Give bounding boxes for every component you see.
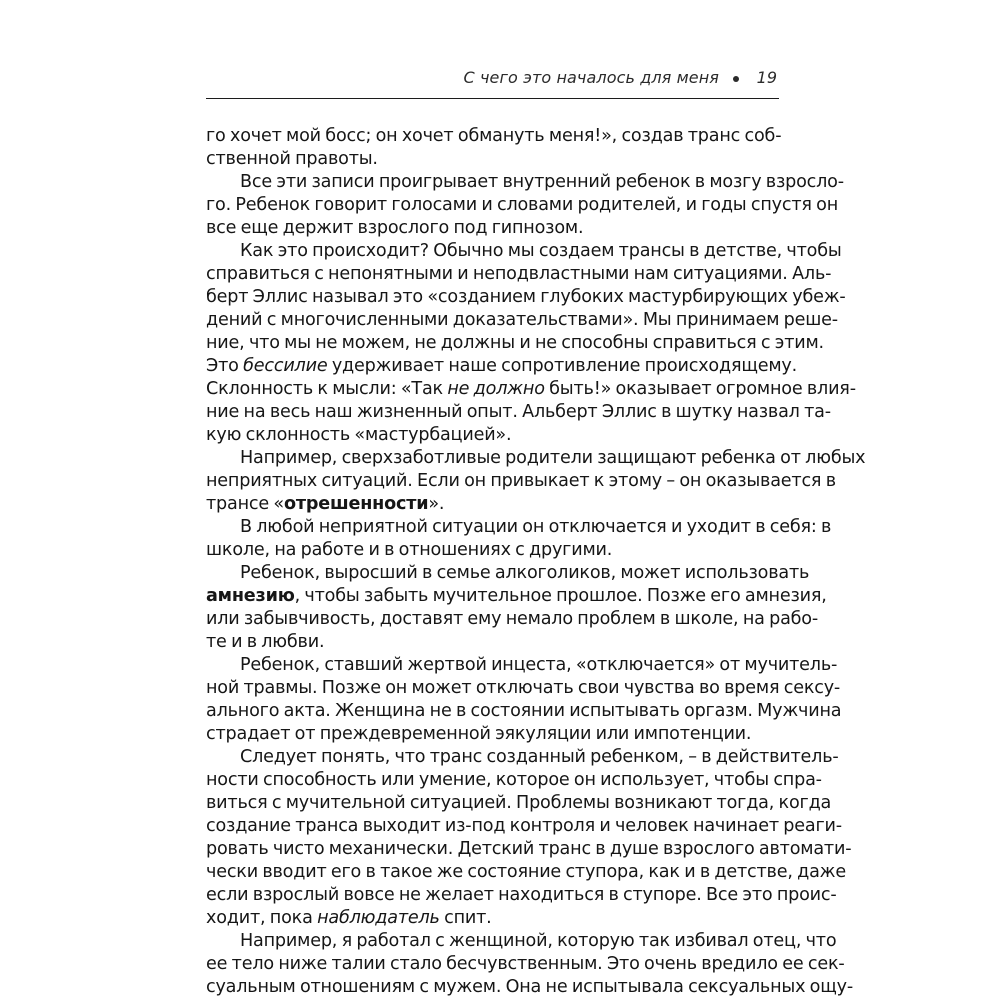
text-line (206, 217, 779, 240)
text-line (206, 953, 845, 976)
line-text: Ребенок, выросший в семье алкоголиков, может использовать (240, 563, 810, 583)
header-rule (206, 98, 779, 99)
line-text: ности способность или умение, которое он использует, чтобы спра- (206, 770, 822, 790)
line-text: справиться с непонятными и неподвластными нам ситуациями. Аль- (206, 264, 832, 284)
line-text: школе, на работе и в отношениях с другими. (206, 540, 613, 560)
line-text: страдает от преждевременной эякуляции или импотенции. (206, 724, 752, 744)
text-line (206, 585, 827, 608)
line-text: ственной правоты. (206, 149, 378, 169)
text-line (206, 631, 779, 654)
italic-text: не должно (447, 379, 545, 399)
line-text: те и в любви. (206, 632, 325, 652)
line-text: Например, я работал с женщиной, которую так избивал отец, что (240, 931, 837, 951)
line-text: или забывчивость, доставят ему немало проблем в школе, на рабо- (206, 609, 819, 629)
text-line (206, 493, 779, 516)
bold-text: отрешенности (283, 494, 429, 514)
text-line (206, 332, 824, 355)
text-line (206, 815, 842, 838)
text-line (206, 700, 842, 723)
line-text: В любой неприятной ситуации он отключается и уходит в себя: в (240, 517, 832, 537)
line-text: , чтобы забыть мучительное прошлое. Позже его амнезия, (294, 586, 827, 606)
text-line (206, 677, 841, 700)
text-line (206, 286, 846, 309)
paragraph (206, 447, 866, 516)
line-text: Все эти записи проигрывает внутренний ребенок в мозгу взросло- (240, 172, 844, 192)
page-number: 19 (756, 68, 777, 87)
line-text: кую склонность «мастурбацией». (206, 425, 512, 445)
line-text: Следует понять, что транс созданный ребенком, – в действитель- (240, 747, 839, 767)
line-text: если взрослый вовсе не желает находиться в ступоре. Все это проис- (206, 885, 837, 905)
text-line (206, 861, 846, 884)
line-text: ». (428, 494, 445, 514)
line-text: берт Эллис называл это «созданием глубоких мастурбирующих убеж- (206, 287, 846, 307)
line-text: го. Ребенок говорит голосами и словами родителей, и годы спустя он (206, 195, 839, 215)
text-line (206, 171, 844, 194)
text-line (206, 378, 856, 401)
line-text: ние на весь наш жизненный опыт. Альберт Эллис в шутку назвал та- (206, 402, 831, 422)
line-text: ной травмы. Позже он может отключать свои чувства во время сексу- (206, 678, 841, 698)
line-text: Ребенок, ставший жертвой инцеста, «отключается» от мучитель- (240, 655, 838, 675)
paragraph (206, 746, 852, 930)
italic-text: бессилие (243, 356, 328, 376)
text-line (206, 470, 836, 493)
line-text: быть!» оказывает огромное влия- (544, 379, 856, 399)
text-line (206, 263, 832, 286)
text-line (206, 654, 838, 677)
line-text: Например, сверхзаботливые родители защищают ребенка от любых (240, 448, 866, 468)
line-text: ального акта. Женщина не в состоянии испытывать оргазм. Мужчина (206, 701, 842, 721)
running-title: С чего это началось для меня (463, 68, 719, 87)
paragraph (206, 930, 853, 999)
line-text: Склонность к мысли: «Так (206, 379, 448, 399)
text-line (206, 309, 838, 332)
line-text: ние, что мы не можем, не должны и не способны справиться с этим. (206, 333, 824, 353)
line-text: удерживает наше сопротивление происходящему. (327, 356, 798, 376)
paragraph (206, 654, 842, 746)
text-line (206, 539, 779, 562)
line-text: ровать чисто механически. Детский транс в душе взрослого автомати- (206, 839, 852, 859)
text-line (206, 608, 819, 631)
line-text: ходит, пока (206, 908, 318, 928)
running-header (206, 62, 779, 92)
line-text: неприятных ситуаций. Если он привыкает к этому – он оказывается в (206, 471, 836, 491)
text-line (206, 194, 839, 217)
line-text: ее тело ниже талии стало бесчувственным. Это очень вредило ее сек- (206, 954, 845, 974)
line-text: суальным отношениям с мужем. Она не испытывала сексуальных ощу- (206, 977, 853, 997)
line-text: чески вводит его в такое же состояние ступора, как и в детстве, даже (206, 862, 846, 882)
text-line (206, 838, 852, 861)
paragraph (206, 240, 856, 447)
text-line (206, 723, 779, 746)
text-line (206, 355, 798, 378)
line-text: создание транса выходит из-под контроля и человек начинает реаги- (206, 816, 842, 836)
text-line (206, 148, 779, 171)
text-line (206, 401, 831, 424)
text-line (206, 930, 837, 953)
text-line (206, 769, 822, 792)
text-line (206, 562, 810, 585)
text-line (206, 516, 832, 539)
text-line (206, 240, 842, 263)
paragraph (206, 125, 782, 171)
bullet-icon (733, 76, 739, 82)
line-text: го хочет мой босс; он хочет обмануть меня!», создав транс соб- (206, 126, 782, 146)
text-line (206, 907, 779, 930)
line-text: все еще держит взрослого под гипнозом. (206, 218, 584, 238)
text-line (206, 746, 839, 769)
line-text: трансе « (206, 494, 284, 514)
text-line (206, 447, 866, 470)
line-text: дений с многочисленными доказательствами». Мы принимаем реше- (206, 310, 838, 330)
text-line (206, 976, 853, 999)
italic-text: наблюдатель (317, 908, 440, 928)
line-text: виться с мучительной ситуацией. Проблемы возникают тогда, когда (206, 793, 832, 813)
text-line (206, 792, 832, 815)
line-text: Это (206, 356, 244, 376)
text-line (206, 884, 837, 907)
paragraph (206, 516, 832, 562)
text-line (206, 125, 782, 148)
text-line (206, 424, 779, 447)
line-text: спит. (439, 908, 492, 928)
line-text: Как это происходит? Обычно мы создаем трансы в детстве, чтобы (240, 241, 842, 261)
paragraph (206, 171, 844, 240)
bold-text: амнезию (206, 586, 295, 606)
paragraph (206, 562, 827, 654)
body-text (206, 125, 866, 999)
